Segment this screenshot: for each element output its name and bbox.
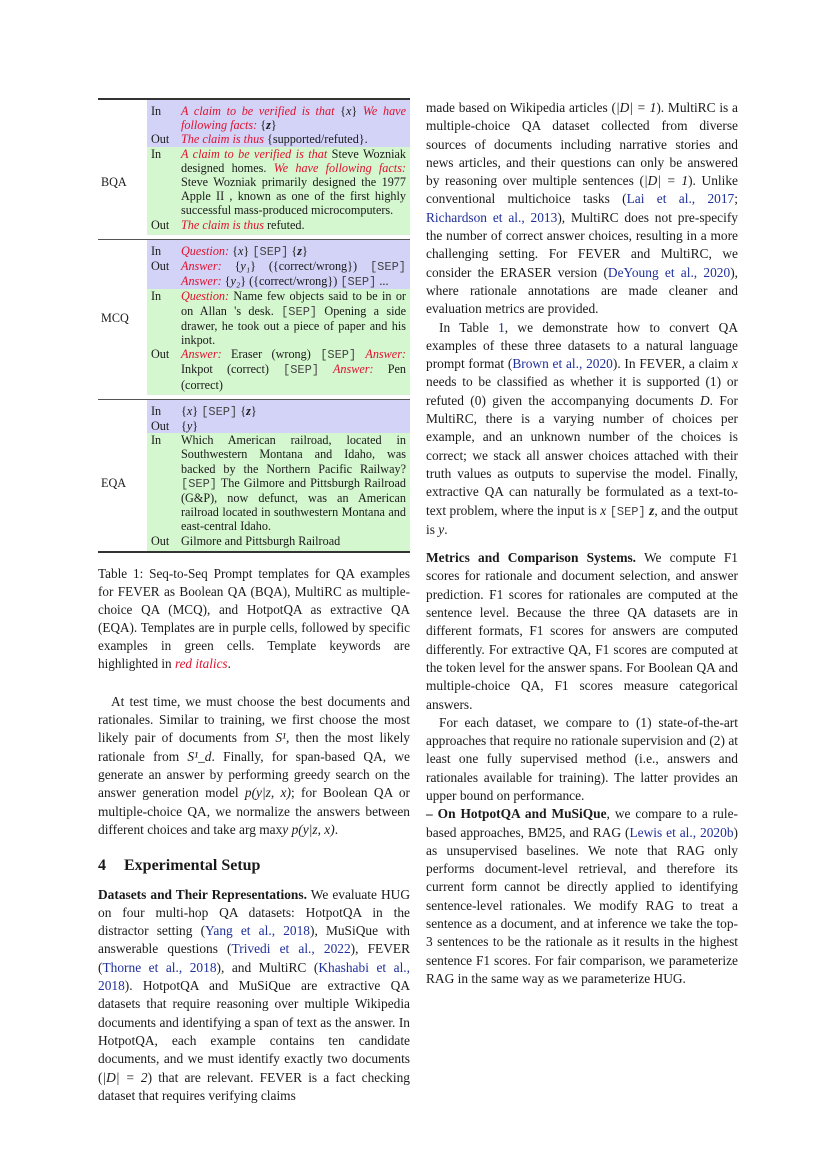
text-run: Name few objects said to be in or on Allan 's desk. [181,289,406,318]
caption-highlight: red italics [174,655,228,671]
citation-link[interactable]: 1 [498,319,505,335]
template-row [98,132,410,146]
template-row [98,259,410,289]
text-run: made based on Wikipedia articles ( [426,100,616,115]
math-symbol-bold: z [266,118,271,133]
citation-link[interactable]: DeYoung et al., 2020 [607,264,731,280]
citation-link[interactable]: Thorne et al., 2018 [102,959,217,975]
text-run: ), and MultiRC ( [216,959,319,975]
text-run: At test time, we must choose the best documents and rationales. Similar to training, we first choose the most likely pair of documents from [98,693,410,746]
prompt-content [181,99,410,132]
math-symbol: y [438,521,445,537]
text-run: { [288,243,298,258]
section-heading [98,857,410,875]
dataset-label [98,399,147,419]
math-symbol: x [600,502,607,518]
text-run: ), MultiRC does not pre-specify the number of correct answer choices, resulting in a more challenging setting. For FEVER and MultiRC, we consider the ERASER version ( [426,209,738,280]
sep-token: [SEP] [320,348,357,363]
sep-token: [SEP] [340,275,377,290]
text-run: . [334,821,339,837]
text-run: } ({correct/wrong}) [240,274,341,289]
example-row [98,347,410,395]
prompt-content [181,419,410,433]
dataset-label: EQA [101,476,127,491]
text-run: refuted. [267,217,305,232]
prompt-content [181,534,410,552]
text-run: } ({correct/wrong}) [250,259,370,274]
template-keyword: A claim to be verified is that [181,146,332,161]
template-keyword: The claim is thus [181,132,267,147]
dataset-label [98,419,147,433]
io-label: In [147,99,181,132]
template-keyword: A claim to be verified is that [181,104,341,118]
io-label: In [147,399,181,419]
text-run: We evaluate HUG on four multi-hop QA datasets: HotpotQA in the distractor setting ( [98,886,410,939]
math-symbol: S¹_d [187,748,212,764]
sep-token: [SEP] [252,244,289,259]
math-symbol: x [732,356,738,372]
citation-link[interactable]: Yang et al., 2018 [205,923,310,939]
io-label: In [147,239,181,259]
prompt-content [181,289,410,347]
prompt-templates-table [98,98,410,553]
text-run: needs to be classified as whether it is supported (1) or refuted (0) given the accompanying documents [426,374,738,408]
sep-token: [SEP] [181,476,218,491]
section-title: Experimental Setup [124,857,261,875]
template-keyword: The claim is thus [181,217,267,232]
text-run: ). Unlike conventional multichoice tasks ( [426,173,738,207]
template-keyword: Answer: [181,347,232,362]
text-run: {supported/refuted}. [267,132,368,147]
text-run: Pen (correct) [181,362,406,392]
example-row [98,218,410,235]
template-keyword: Question: [181,243,233,258]
datasets-heading: Datasets and Their Representations. [98,886,307,902]
template-keyword: Answer: [319,362,388,377]
example-row [98,289,410,347]
dataset-label [98,239,147,259]
template-row [98,419,410,433]
math-symbol: D [699,392,710,408]
text-run: ; [734,191,738,207]
text-run: , we compare to a rule-based approaches, BM25, and RAG ( [426,806,738,840]
sep-token: [SEP] [369,260,406,275]
math-symbol: x [186,403,193,418]
text-run: . Finally, for span-based QA, we generate an answer by performing greedy search on the answer generation model [98,748,410,801]
text-run: } [192,419,199,434]
io-label: In [147,147,181,218]
math-symbol: p(y|z, x) [244,785,291,801]
text-run: ). HotpotQA and MuSiQue are extractive QA datasets that require reasoning over multiple Wikipedia documents and identifying a span of text as the answer. In HotpotQA, each example contains ten candidate documents, and we must identify exactly two documents ( [98,978,410,1085]
paragraph-datasets [98,886,410,1106]
citation-link[interactable]: Khashabi et al., 2018 [98,959,410,994]
sep-token: [SEP] [281,304,318,319]
right-column [426,99,738,988]
prompt-content [181,399,410,419]
math-symbol: y [282,821,289,837]
text-run: , and the output is [426,502,738,537]
text-run: { [237,403,247,418]
example-row [98,433,410,533]
dataset-label [98,259,147,289]
math-symbol-bold: z [649,502,655,518]
citation-link[interactable]: Trivedi et al., 2022 [231,941,351,957]
dataset-label [98,218,147,235]
math-symbol: |D| = 1 [615,100,657,115]
prompt-content [181,347,410,395]
text-run: Steve Wozniak designed homes. [181,146,406,175]
text-run: The Gilmore and Pittsburgh Railroad (G&P), now defunct, was an American railroad located in southwestern Montana and east-central Idaho. [181,475,406,534]
bullet-heading: – On HotpotQA and MuSiQue [426,806,607,822]
metrics-heading: Metrics and Comparison Systems. [426,550,637,566]
template-row [98,99,410,132]
paragraph-comparison: For each dataset, we compare to (1) state-of-the-art approaches that require no rationale supervision and (2) at least one fully supervised method (i.e., answers and rationales available for training). The latter provides an upper bound on performance. [426,714,738,803]
left-column [98,98,410,1105]
text-run: } [270,118,277,133]
dataset-label [98,347,147,395]
dataset-label [98,132,147,146]
template-keyword: We have following facts: [181,104,406,133]
paragraph-table-conversion [426,319,738,540]
text-run: { [232,243,238,258]
text-run: Which American railroad, located in Southwestern Montana and Idaho, was backed by the Northern Pacific Railway? [181,433,406,476]
template-keyword: Answer: [181,274,225,289]
sep-token: [SEP] [283,363,320,378]
text-run: Eraser (wrong) [231,347,321,362]
io-label: Out [147,419,181,433]
text-run: In Table [439,319,499,335]
math-symbol: y₂ [230,274,241,289]
math-symbol: x [237,243,244,258]
text-run: { [340,104,346,118]
text-run: Gilmore and Pittsburgh Railroad [181,533,341,548]
text-run: } [351,104,363,118]
io-label: In [147,289,181,347]
math-symbol: y₁ [240,259,251,274]
text-run: } [250,403,257,418]
paragraph-metrics: Metrics and Comparison Systems. We compute F1 scores for rationale and document selection, and answer prediction. F1 scores for rationales are computed at the sentence level. Because the three QA datasets are in different formats, F1 scores for answers are computed differently. For extractive QA, F1 scores are computed at the token level for the answer spans. For Boolean QA and multiple-choice QA, F1 scores measure categorical answers. [426,550,738,712]
template-keyword: We have following facts: [273,160,406,175]
text-run: , we demonstrate how to convert QA examples of these three datasets to a natural language prompt format ( [426,319,738,372]
citation-link[interactable]: Lewis et al., 2020b [629,824,734,840]
text-run: { [224,274,231,289]
text-run: ). In FEVER, a claim [612,356,733,372]
template-row [98,239,410,259]
text-run: , then the most likely rationale from [98,730,410,764]
io-label: Out [147,218,181,235]
text-run: } [301,243,308,258]
math-symbol-bold: z [297,243,302,258]
dataset-label: BQA [101,175,127,190]
text-run: } [243,243,253,258]
math-symbol: y [186,419,193,434]
math-symbol: x [345,104,352,118]
paragraph-hotpotqa-musique [426,805,738,988]
table-caption: Table 1: Seq-to-Seq Prompt templates for QA examples for FEVER as Boolean QA (BQA), MultiRC as multiple-choice QA (MCQ), and HotpotQA as extractive QA (EQA). Templates are in purple cells, followed by specific examples in green cells. Template keywords are highlighted in red italics. [98,565,410,671]
text-run: Steve Wozniak primarily designed the 1977 Apple II , known as one of the first highly successful mass-produced microcomputers. [181,175,406,218]
text-run: ), MuSiQue with answerable questions ( [98,923,410,957]
citation-link[interactable]: Richardson et al., 2013 [426,209,558,225]
text-run: { [234,259,241,274]
text-run: { [181,403,187,418]
text-run: ... [376,274,389,289]
text-run: . For MultiRC, there is a varying number of choices per example, and an unknown number of the choices is correct; we stack all answer choices attached with their truth values as outputs to supervise the model. Finally, extractive QA can naturally be formulated as a text-to-text problem, where the input is [426,392,738,518]
dataset-label [98,99,147,132]
sep-token: [SEP] [609,504,646,519]
text-run: ) that are relevant. FEVER is a fact checking dataset that requires verifying claims [98,1069,410,1103]
text-run: { [260,118,267,133]
io-label: In [147,433,181,533]
prompt-content [181,259,410,289]
text-run: ). MultiRC is a multiple-choice QA dataset collected from diverse sources of documents including narrative stories and news articles, and their questions can only be answered by reasoning over multiple sentences ( [426,100,738,189]
text-run: Opening a side drawer, he took out a piece of paper and his inkpot. [181,303,407,348]
text-run: . [444,521,448,537]
math-symbol: |D| = 1 [643,173,689,189]
paragraph-test-time [98,693,410,839]
section-number: 4 [98,857,106,875]
prompt-content [181,132,410,146]
template-keyword: Answer: [356,347,406,362]
text-run: } [192,403,202,418]
text-run: ), where rationale annotations are made cleaner and evaluation metrics are provided. [426,264,738,317]
template-row [98,399,410,419]
dataset-label [98,534,147,552]
dataset-label: MCQ [101,311,129,326]
prompt-content [181,433,410,533]
text-run: { [181,419,187,434]
math-symbol-bold: z [246,403,251,418]
io-label: Out [147,534,181,552]
sep-token: [SEP] [201,404,238,419]
text-run: Inkpot (correct) [181,362,284,377]
text-run: ; for Boolean QA or multiple-choice QA, we normalize the answers between different choices and take arg max [98,785,410,837]
text-run: ), FEVER ( [98,941,410,975]
prompt-content [181,239,410,259]
citation-link[interactable]: Lai et al., 2017 [626,191,735,207]
example-row [98,534,410,552]
citation-link[interactable]: Brown et al., 2020 [512,356,613,372]
io-label: Out [147,347,181,395]
template-keyword: Question: [181,289,234,304]
text-run: ) as unsupervised baselines. We note that RAG only performs document-level retrieval, and therefore its current form cannot be directly applied to identifying sentence-level rationales. We modify RAG to treat a sentence as a document, and at inference we take the top-3 sentences to be the rationale as it results in the highest sentence F1 scores. For fair comparison, we parameterize RAG in the same way as we parameterize HUG. [426,824,738,986]
prompt-content [181,147,410,218]
io-label: Out [147,259,181,289]
paragraph-fever-multirc [426,99,738,319]
prompt-content [181,218,410,235]
math-symbol: S¹ [275,730,287,746]
example-row [98,147,410,218]
math-symbol: |D| = 2 [102,1069,148,1085]
io-label: Out [147,132,181,146]
template-keyword: Answer: [181,259,235,274]
math-symbol: p(y|z, x) [291,821,335,837]
